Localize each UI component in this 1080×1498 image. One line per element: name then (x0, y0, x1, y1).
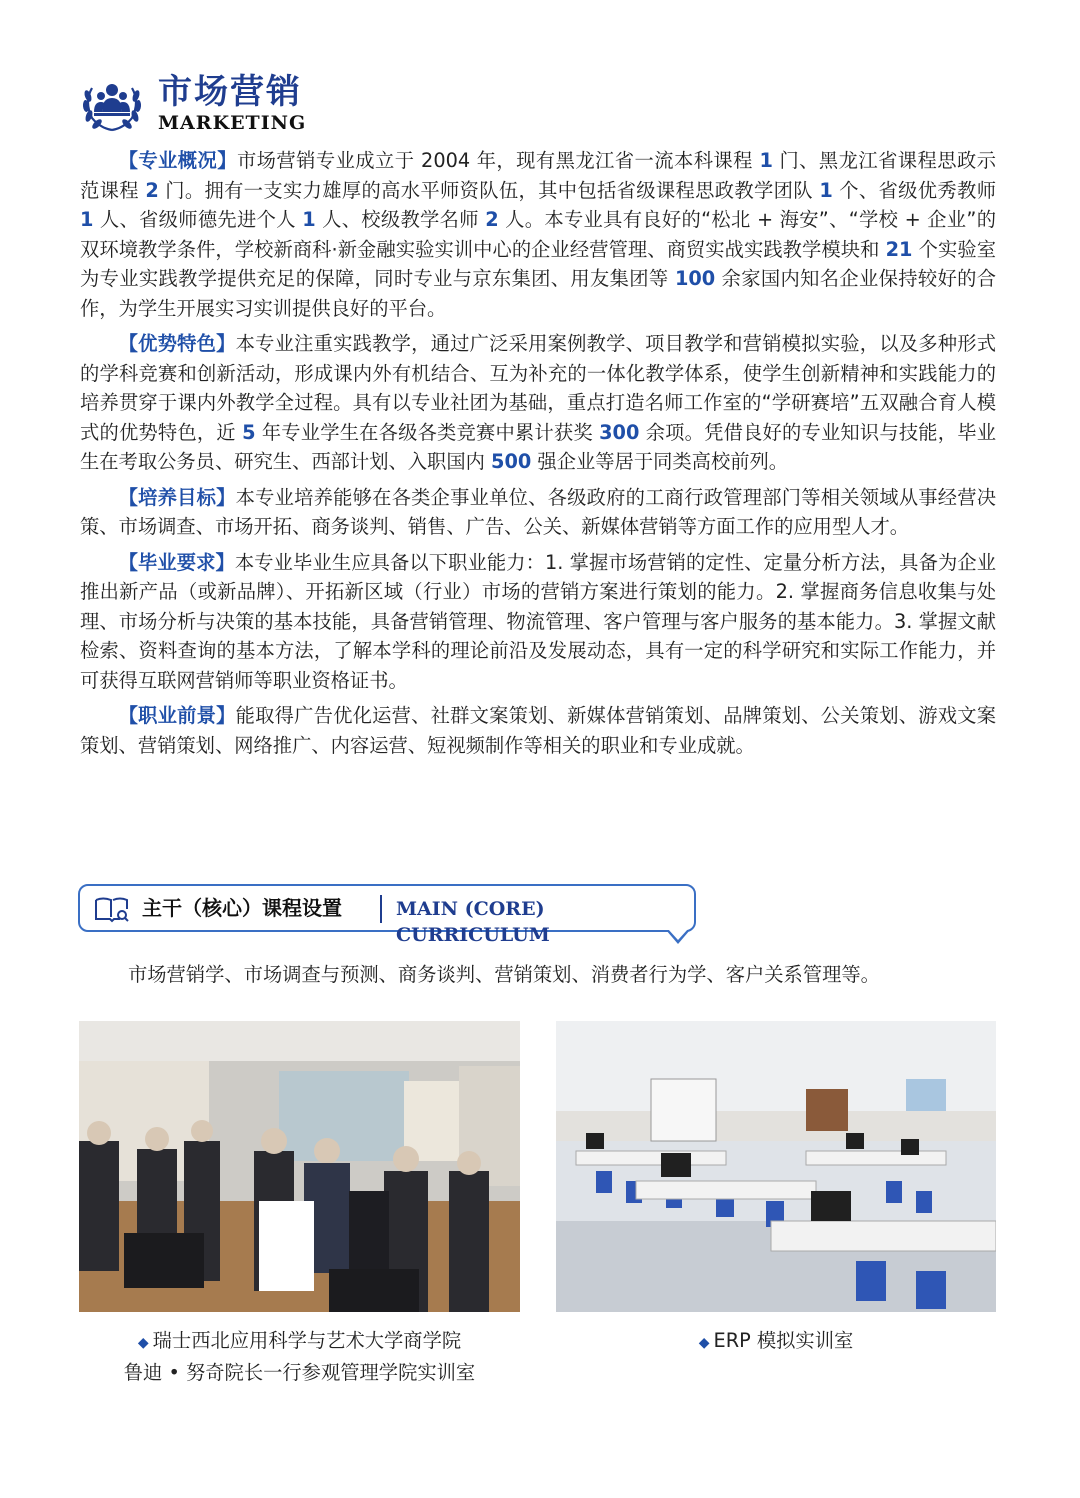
highlight-number: 2 (145, 178, 159, 202)
people-laurel-icon (78, 68, 146, 136)
text-run: 门。拥有一支实力雄厚的高水平师资队伍，其中包括省级课程思政教学团队 (158, 178, 820, 202)
photo-visit-illustration (79, 1021, 520, 1312)
highlight-number: 100 (674, 267, 716, 290)
text-run: 人。本专业具有良好的“松北 + 海安”、“学校 + 企业”的双环境教学条件，学校新商科·新金融实验实训中心的企业经营管理、商贸实战实践教学模块和 (80, 208, 996, 261)
section-header (78, 68, 498, 138)
section-tag: 【职业前景】 (118, 704, 236, 727)
highlight-number: 300 (599, 420, 640, 444)
book-search-icon (94, 895, 130, 923)
highlight-number: 500 (491, 450, 532, 473)
curriculum-title: 主干（核心）课程设置 (142, 896, 342, 920)
diamond-icon: ◆ (698, 1335, 710, 1351)
photo-left-caption (79, 1326, 520, 1388)
text-run: 人、校级教学名师 (315, 208, 486, 231)
text-run: 余项。凭借良好的专业知识与技能，毕业生在考取公务员、研究生、西部计划、入职国内 (80, 420, 996, 473)
page-subtitle: MARKETING (158, 112, 307, 134)
text-run: 个、省级优秀教师 (832, 178, 996, 202)
text-run: 门、黑龙江省课程思政示范课程 (80, 149, 996, 202)
highlight-number: 21 (885, 237, 913, 261)
banner-tail-inner (668, 929, 688, 940)
photo-visit-training-room (79, 1021, 520, 1312)
text-run: 本专业毕业生应具备以下职业能力：1. 掌握市场营销的定性、定量分析方法，具备为企业推出新产品（或新品牌）、开拓新区域（行业）市场的营销方案进行策划的能力。2. 掌握商务信息收集与处理、市场分析与决策的基本技能，具备营销管理、物流管理、客户管理与客户服务的基本能力。3. 掌握文献检索、资料查询的基本方法，了解本学科的理论前沿及发展动态，具有一定的科学研究和实际工作能力，并可获得互联网营销师等职业资格证书。 (80, 550, 997, 692)
section-paragraph (80, 548, 996, 696)
highlight-number: 2 (485, 208, 499, 231)
caption-text: ERP 模拟实训室 (713, 1329, 854, 1352)
section-tag: 【培养目标】 (118, 485, 236, 509)
course-list: 市场营销学、市场调查与预测、商务谈判、营销策划、消费者行为学、客户关系管理等。 (128, 963, 880, 986)
section-tag: 【毕业要求】 (118, 550, 235, 574)
text-run: 能取得广告优化运营、社群文案策划、新媒体营销策划、品牌策划、公关策划、游戏文案策划、营销策划、网络推广、内容运营、短视频制作等相关的职业和专业成就。 (80, 704, 997, 757)
photo-right-caption (556, 1326, 996, 1358)
highlight-number: 1 (819, 178, 833, 202)
description-body (80, 146, 996, 766)
text-run: 余家国内知名企业保持较好的合作，为学生开展实习实训提供良好的平台。 (80, 267, 996, 320)
highlight-number: 5 (242, 420, 256, 444)
page-title: 市场营销 (158, 72, 302, 112)
text-run: 强企业等居于同类高校前列。 (531, 450, 789, 473)
highlight-number: 1 (80, 208, 94, 231)
caption-line-1: 瑞士西北应用科学与艺术大学商学院 (152, 1329, 462, 1352)
section-tag: 【专业概况】 (118, 149, 237, 172)
text-run: 市场营销专业成立于 2004 年，现有黑龙江省一流本科课程 (236, 149, 760, 172)
curriculum-banner (78, 884, 696, 946)
diamond-icon: ◆ (137, 1335, 149, 1351)
highlight-number: 1 (302, 208, 316, 231)
section-paragraph (80, 483, 996, 542)
section-paragraph (80, 146, 996, 323)
photo-erp-lab (556, 1021, 996, 1312)
curriculum-title-en: MAIN (CORE) CURRICULUM (396, 898, 550, 946)
text-run: 年专业学生在各级各类竞赛中累计获奖 (255, 420, 600, 444)
section-tag: 【优势特色】 (118, 332, 236, 355)
section-paragraph (80, 701, 996, 760)
section-paragraph (80, 329, 996, 477)
text-run: 个实验室为专业实践教学提供充足的保障，同时专业与京东集团、用友集团等 (80, 237, 996, 290)
text-run: 人、省级师德先进个人 (93, 208, 303, 231)
highlight-number: 1 (759, 149, 773, 172)
divider (380, 895, 382, 923)
text-run: 本专业培养能够在各类企事业单位、各级政府的工商行政管理部门等相关领域从事经营决策、市场调查、市场开拓、商务谈判、销售、广告、公关、新媒体营销等方面工作的应用型人才。 (80, 485, 997, 538)
caption-line-2: 鲁迪 • 努奇院长一行参观管理学院实训室 (123, 1361, 476, 1384)
text-run: 本专业注重实践教学，通过广泛采用案例教学、项目教学和营销模拟实验，以及多种形式的学科竞赛和创新活动，形成课内外有机结合、互为补充的一体化教学体系，使学生创新精神和实践能力的培养贯穿于课内外教学全过程。具有以专业社团为基础，重点打造名师工作室的“学研赛培”五双融合育人模式的优势特色，近 (80, 332, 997, 444)
photo-erp-illustration (556, 1021, 996, 1312)
